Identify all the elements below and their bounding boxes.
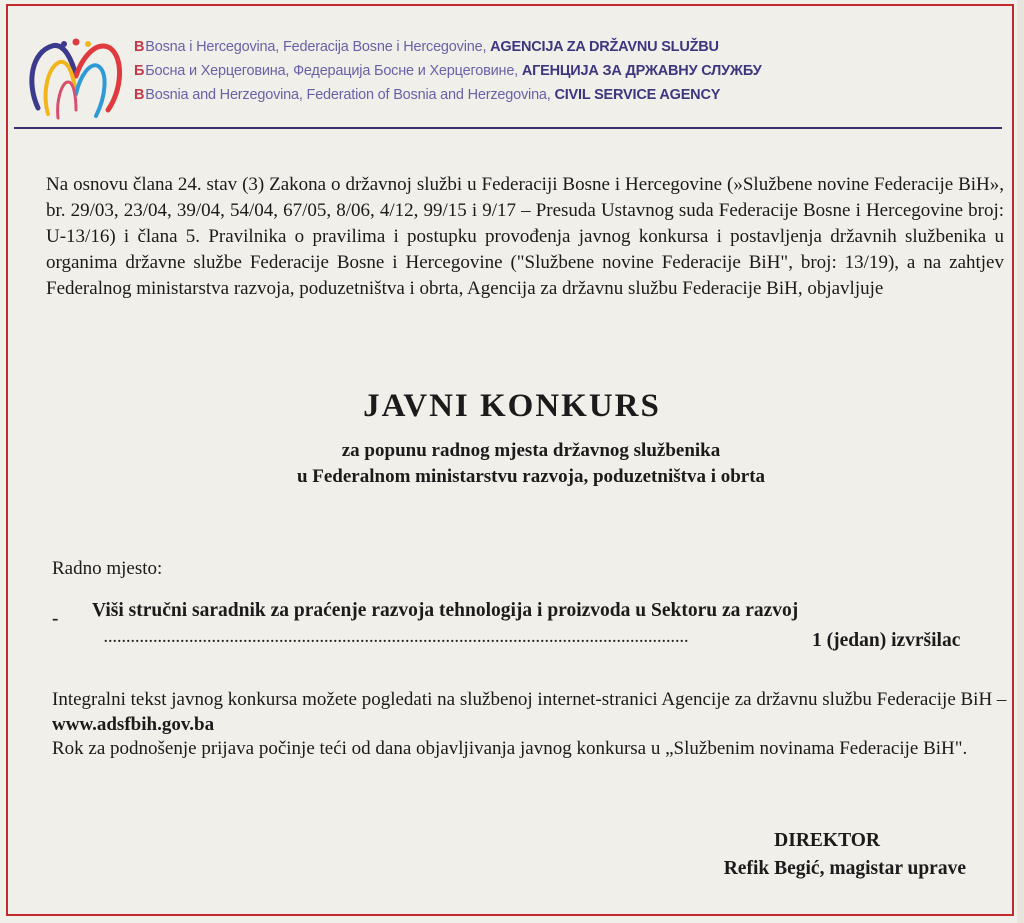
header-agency-name: CIVIL SERVICE AGENCY [554, 87, 721, 103]
deadline-text: Rok za podnošenje prijava počinje teći od dana objavljivanja javnog konkursa u „Službenim novinama Federacije BiH". [52, 738, 968, 759]
agency-logo [24, 36, 128, 122]
agency-website-link[interactable]: www.adsfbih.gov.ba [52, 713, 215, 735]
info-text: Integralni tekst javnog konkursa možete pogledati na službenoj internet-stranici Agencije za državnu službu Federacije BiH – [52, 689, 1007, 710]
application-info [52, 688, 1014, 762]
header-initial: Б [134, 63, 145, 79]
signature-name: Refik Begić, magistar uprave [723, 858, 966, 879]
legal-basis-paragraph: Na osnovu člana 24. stav (3) Zakona o državnoj službi u Federaciji Bosne i Hercegovine (»Službene novine Federacije BiH», br. 29/03, 23/04, 39/04, 54/04, 67/05, 8/06, 4/12, 99/15 i 9/17 – Presuda Ustavnog suda Federacije Bosne i Hercegovine broj: U-13/16) i člana 5. Pravilnika o pravilima i postupku provođenja javnog konkursa i postavljenja državnih službenika u organima državne službe Federacije Bosne i Hercegovine ("Službene novine Federacije BiH", broj: 13/19), a na zahtjev Federalnog ministarstva razvoja, poduzetništva i obrta, Agencija za državnu službu Federacije BiH, objavljuje [46, 174, 1004, 299]
subtitle-line-1: za popunu radnog mjesta državnog službenika [341, 440, 721, 461]
header-line-text: Босна и Херцеговина, Федерација Босне и Херцеговине, [145, 63, 522, 79]
subtitle-line-2: u Federalnom ministarstvu razvoja, poduzetništva i obrta [296, 466, 766, 487]
header-agency-name: AGENCIJA ZA DRŽAVNU SLUŽBU [490, 39, 719, 55]
header-line-english [134, 83, 1004, 107]
agency-header [134, 35, 1004, 107]
dotted-leader: .................................................................................................................................. [104, 631, 689, 646]
position-bullet: - [52, 608, 59, 629]
signature-role: DIREKTOR [774, 830, 880, 851]
header-line-text: Bosnia and Herzegovina, Federation of Bosnia and Herzegovina, [145, 87, 555, 103]
subtitle [0, 438, 1024, 490]
header-agency-name: АГЕНЦИЈА ЗА ДРЖАВНУ СЛУЖБУ [521, 63, 762, 79]
header-initial: B [134, 39, 145, 55]
header-line-cyrillic [134, 59, 1004, 83]
header-line-bosnian [134, 35, 1004, 59]
position-heading: Radno mjesto: [52, 558, 163, 579]
header-line-text: Bosna i Hercegovina, Federacija Bosne i Hercegovine, [145, 39, 491, 55]
header-divider [14, 127, 1002, 129]
position-count: 1 (jedan) izvršilac [812, 630, 961, 651]
position-title: Viši stručni saradnik za praćenje razvoja tehnologija i proizvoda u Sektoru za razvoj [92, 600, 799, 621]
page-title: JAVNI KONKURS [363, 388, 661, 424]
header-initial: B [134, 87, 145, 103]
